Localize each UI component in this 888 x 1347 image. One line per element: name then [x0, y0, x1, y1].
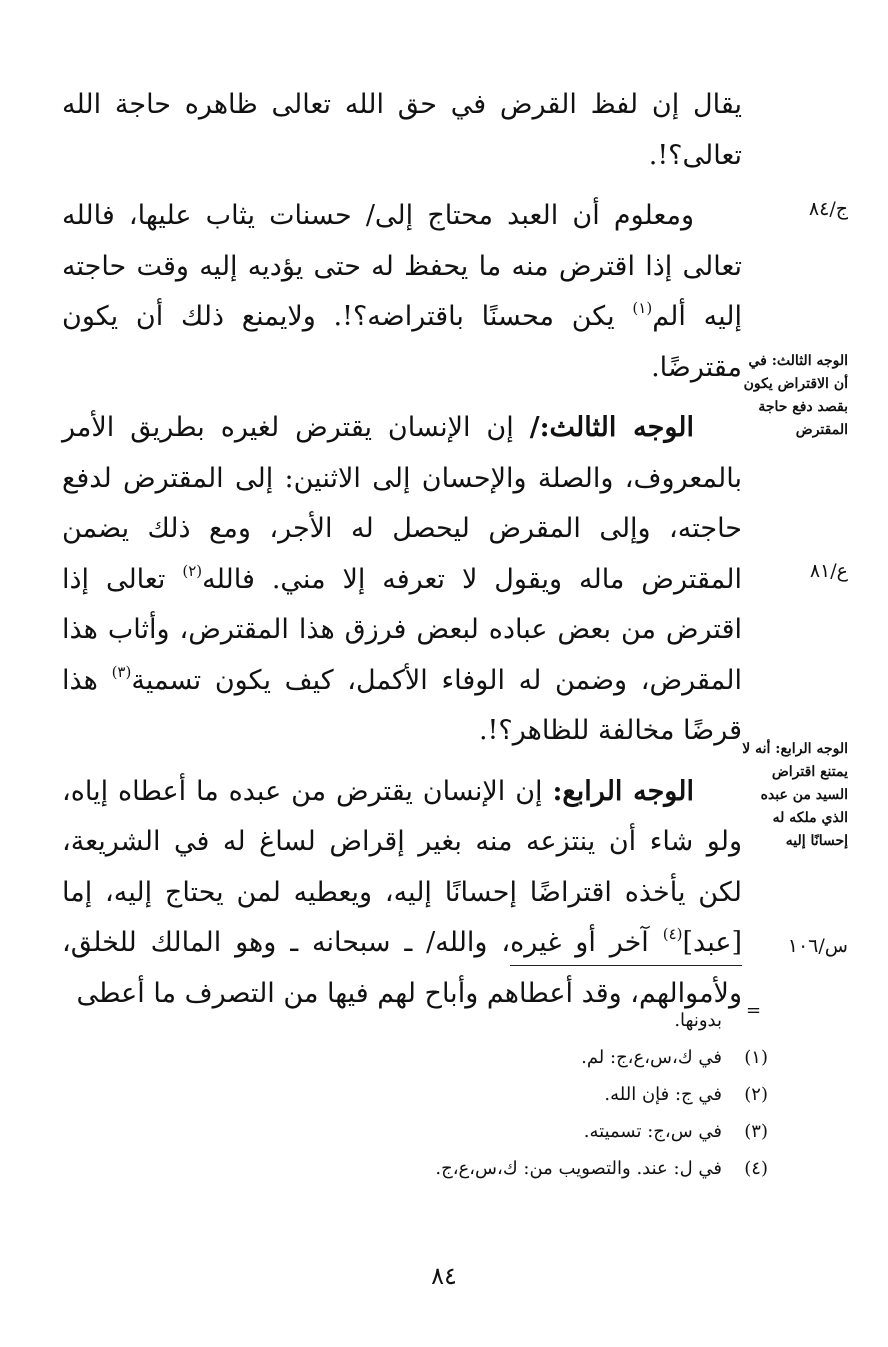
- footnote-item: (١)في ك،س،ع،ج: لم.: [581, 1047, 768, 1068]
- section-heading-3: الوجه الثالث:/: [529, 412, 694, 443]
- paragraph-4: الوجه الرابع: إن الإنسان يقترض من عبده ما أعطاه إياه، ولو شاء أن ينتزعه منه بغير إقراض لساغ له في الشريعة، لكن يأخذه اقتراضًا إحسانًا إليه، ويعطيه لمن يحتاج إليه، إما [عبد]$^{(٤)}$ آخر أو غيره، والله/ ـ سبحانه ـ وهو المالك للخلق، ولأموالهم، وقد أعطاهم وأباح لهم فيها من التصرف ما أعطى: [62, 775, 742, 1009]
- page-number: ٨٤: [431, 1262, 457, 1290]
- footnote-item: (٢)في ج: فإن الله.: [604, 1084, 768, 1105]
- footnote-ref-2: (٢): [182, 561, 203, 580]
- footnote-divider: [510, 965, 742, 966]
- manuscript-ref-j84: ج/٨٤: [808, 198, 848, 220]
- manuscript-ref-s106: س/١٠٦: [787, 935, 848, 957]
- margin-note-fourth: الوجه الرابع: أنه لا يمتنع اقتراض السيد من عبده الذي ملكه له إحسانًا إليه: [742, 741, 848, 849]
- paragraph-3: الوجه الثالث:/ إن الإنسان يقترض لغيره بطريق الأمر بالمعروف، والصلة والإحسان إلى الاثنين: إلى المقترض لدفع حاجته، وإلى المقرض ليحصل له الأجر، ومع ذلك يضمن المقترض ماله ويقول لا تعرفه إلا مني. فالله$^{(٢)}$ تعالى إذا اقترض من بعض عباده لبعض فرزق هذا المقترض، وأثاب هذا المقرض، وضمن له الوفاء الأكمل، كيف يكون تسمية$^{(٣)}$ هذا قرضًا مخالفة للظاهر؟!.: [62, 412, 742, 746]
- footnote-continuation: بدونها.: [674, 1010, 722, 1031]
- footnote-ref-4: (٤): [662, 925, 683, 943]
- margin-note-third: الوجه الثالث: في أن الاقتراض يكون بقصد دفع حاجة المقترض: [743, 353, 848, 438]
- footnote-item: (٣)في س،ج: تسميته.: [583, 1121, 768, 1142]
- manuscript-ref-a81: ع/٨١: [809, 560, 848, 582]
- section-heading-4: الوجه الرابع:: [552, 775, 694, 807]
- footnote-item: (٤)في ل: عند. والتصويب من: ك،س،ع،ج.: [435, 1158, 768, 1179]
- continuation-mark: =: [746, 1000, 762, 1021]
- paragraph-2: ومعلوم أن العبد محتاج إلى/ حسنات يثاب عليها، فالله تعالى إذا اقترض منه ما يحفظ له حتى يؤديه إليه وقت حاجته إليه ألم$^{(١)}$ يكن محسنًا باقتراضه؟!. ولايمنع ذلك أن يكون مقترضًا.: [62, 200, 742, 383]
- footnote-ref-3: (٣): [111, 662, 132, 681]
- footnotes: [435, 1002, 768, 1187]
- main-text: [62, 80, 742, 1029]
- footnote-ref-1: (١): [632, 299, 653, 317]
- paragraph-1: يقال إن لفظ القرض في حق الله تعالى ظاهره حاجة الله تعالى؟!.: [62, 89, 742, 171]
